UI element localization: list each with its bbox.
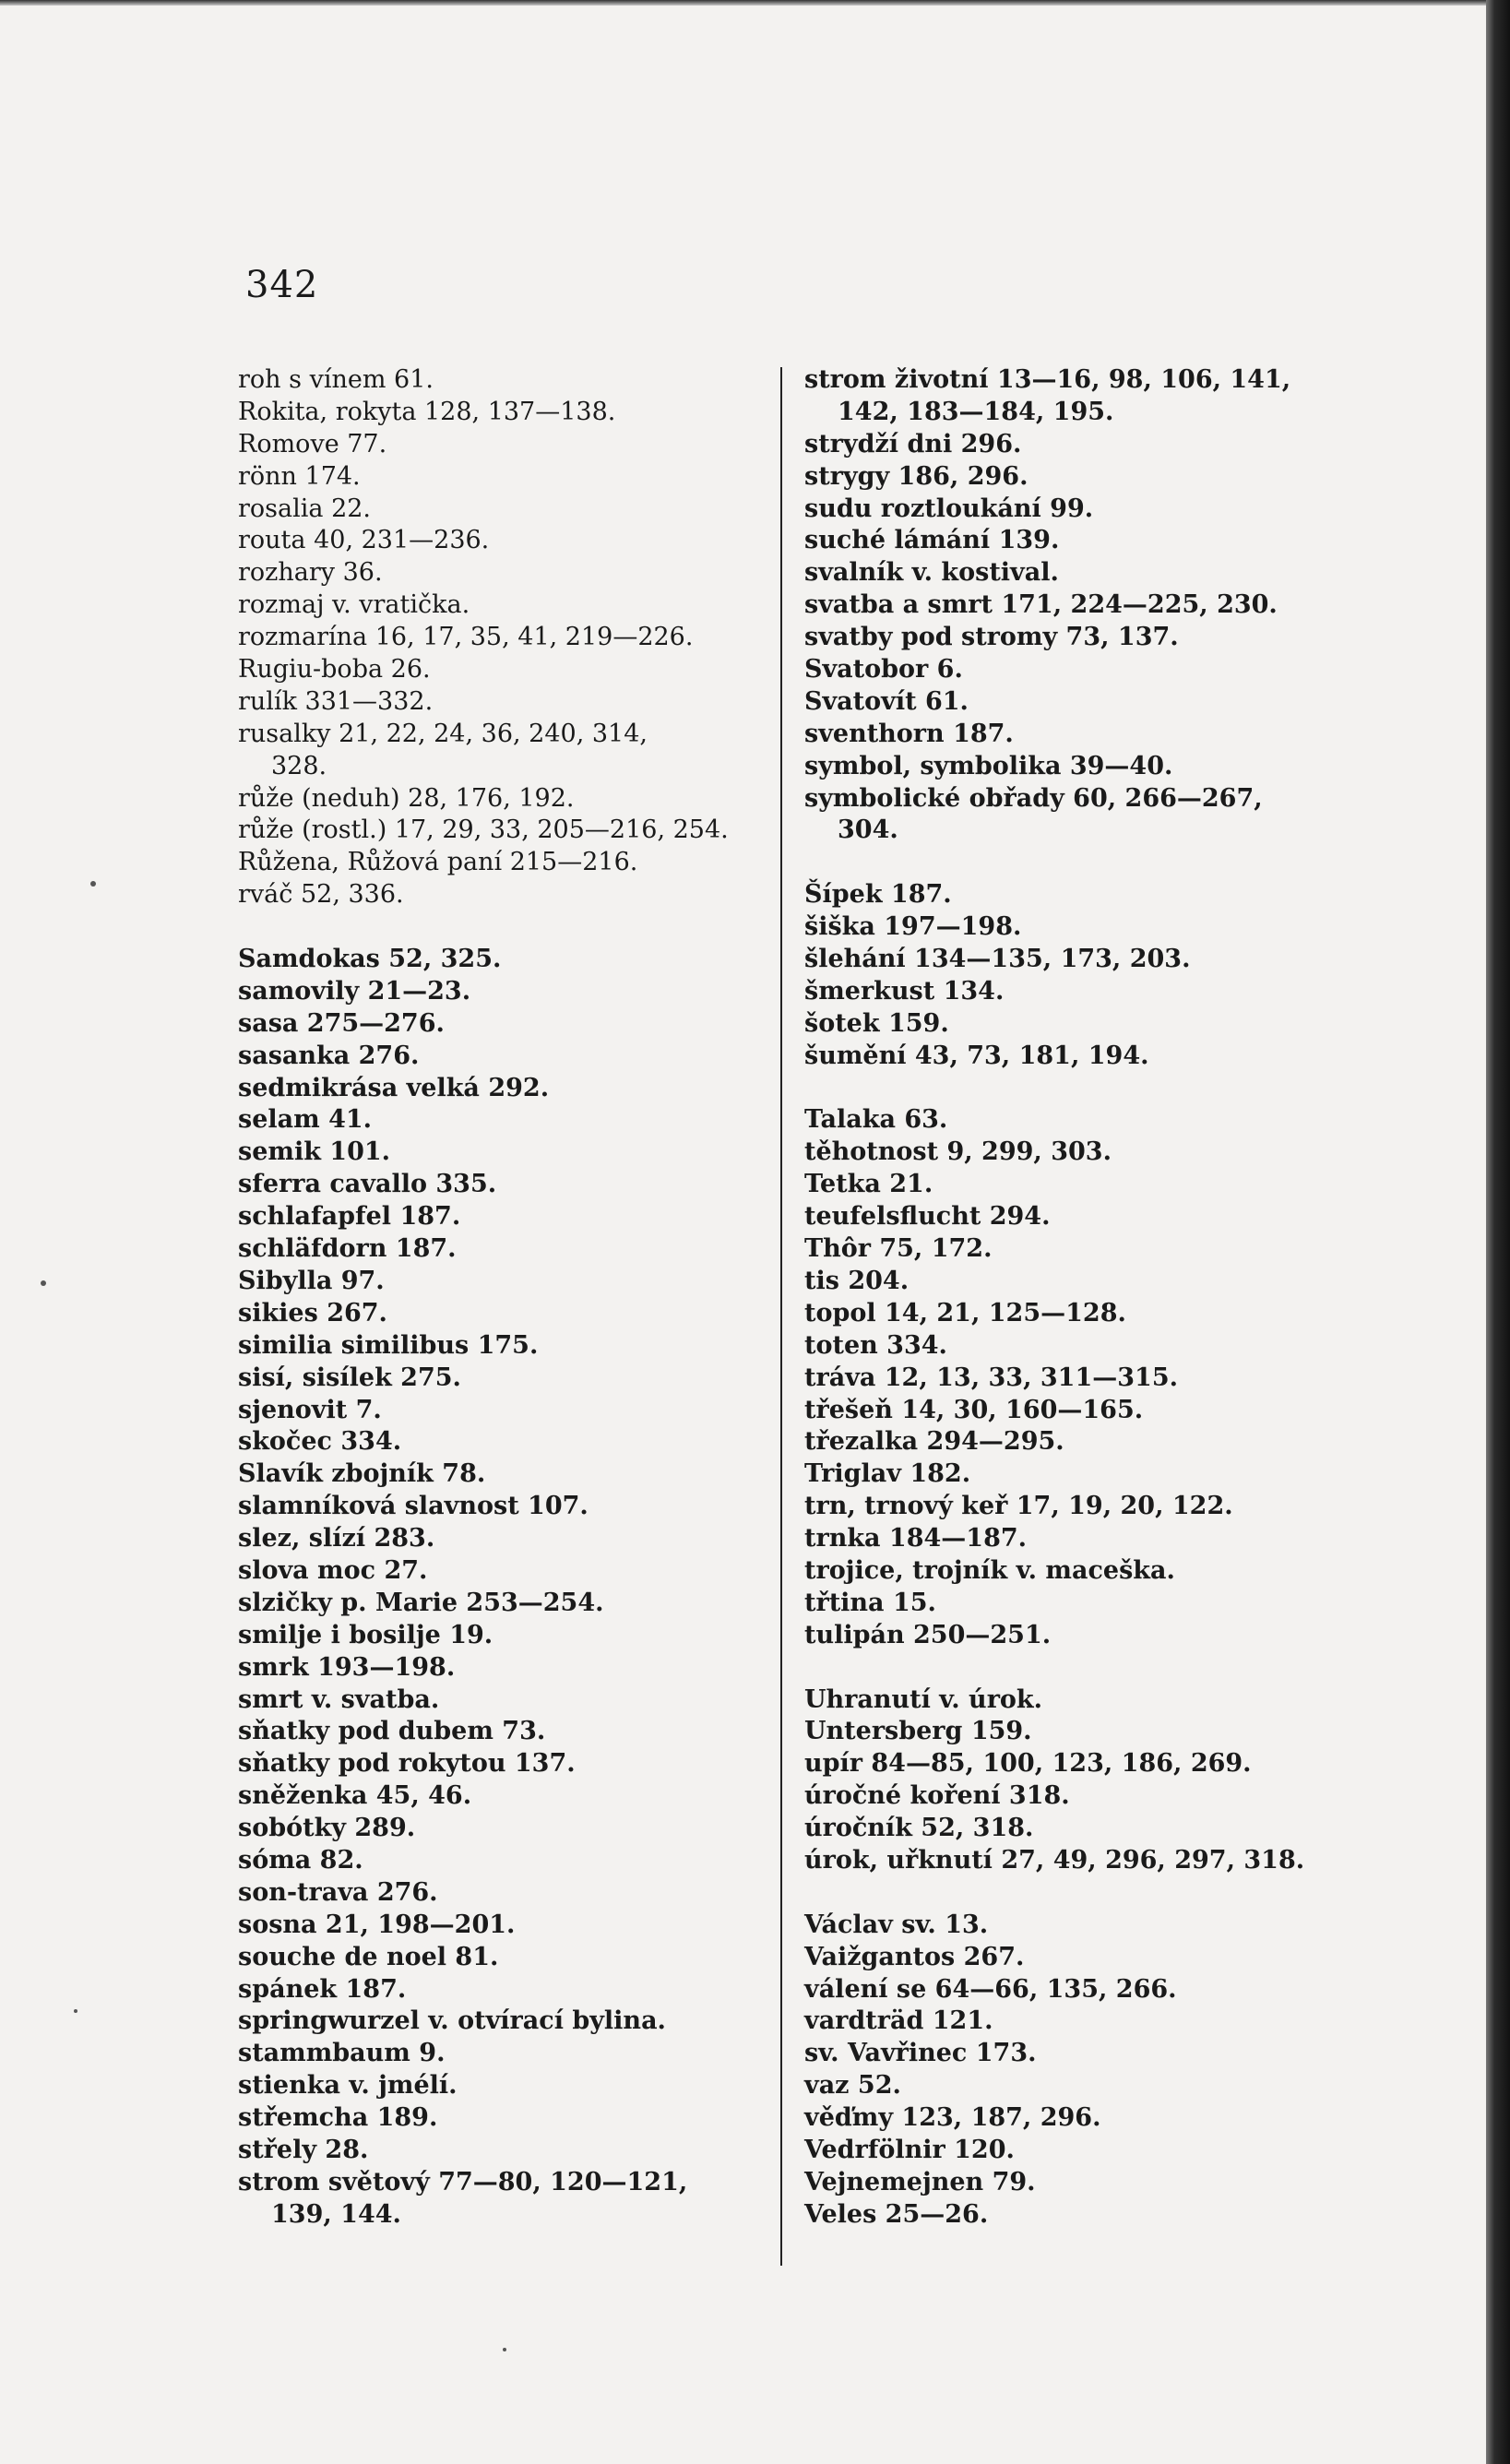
index-entry: těhotnost 9, 299, 303. (804, 1137, 1112, 1167)
index-entry: sv. Vavřinec 173. (804, 2039, 1037, 2068)
index-entry: sňatky pod dubem 73. (238, 1717, 546, 1746)
index-entry: rusalky 21, 22, 24, 36, 240, 314, (238, 719, 648, 748)
index-entry: sosna 21, 198—201. (238, 1910, 516, 1939)
section-gap (238, 911, 768, 944)
index-entry: Vaižgantos 267. (804, 1942, 1025, 1971)
index-entry: rváč 52, 336. (238, 880, 404, 910)
index-entry: rulík 331—332. (238, 686, 434, 716)
section-gap (804, 847, 1358, 879)
index-entry: šmerkust 134. (804, 976, 1005, 1006)
index-entry: úrok, uřknutí 27, 49, 296, 297, 318. (804, 1845, 1305, 1875)
index-entry: svatba a smrt 171, 224—225, 230. (804, 590, 1278, 620)
index-entry: Talaka 63. (804, 1105, 948, 1135)
index-entry: suché lámání 139. (804, 526, 1060, 555)
index-entry: schlafapfel 187. (238, 1202, 461, 1232)
page-speck (90, 881, 96, 887)
index-entry: vaz 52. (804, 2071, 901, 2101)
index-entry: Untersberg 159. (804, 1717, 1032, 1746)
index-entry: slez, slízí 283. (238, 1524, 435, 1553)
index-entry: smrk 193—198. (238, 1652, 456, 1682)
index-entry-continuation: 304. (838, 815, 898, 845)
index-entry: sněženka 45, 46. (238, 1781, 472, 1811)
index-entry: rozmaj v. vratička. (238, 590, 470, 620)
index-entry: smilje i bosilje 19. (238, 1620, 493, 1649)
index-entry: souche de noel 81. (238, 1942, 499, 1971)
index-entry: Svatobor 6. (804, 655, 963, 684)
index-entry: růže (rostl.) 17, 29, 33, 205—216, 254. (238, 815, 729, 845)
index-entry: Václav sv. 13. (804, 1910, 989, 1939)
section-gap (804, 1073, 1358, 1105)
index-entry: trnka 184—187. (804, 1524, 1028, 1553)
index-entry: toten 334. (804, 1330, 947, 1360)
index-entry: sasanka 276. (238, 1041, 420, 1070)
index-entry: Uhranutí v. úrok. (804, 1684, 1043, 1714)
index-entry: tráva 12, 13, 33, 311—315. (804, 1363, 1179, 1392)
index-entry: věďmy 123, 187, 296. (804, 2103, 1101, 2133)
index-entry: stienka v. jmélí. (238, 2071, 458, 2101)
page-number: 342 (245, 264, 319, 306)
index-entry: šiška 197—198. (804, 912, 1022, 942)
index-entry: sobótky 289. (238, 1814, 416, 1843)
index-entry: Rokita, rokyta 128, 137—138. (238, 397, 616, 426)
index-entry: symbolické obřady 60, 266—267, (804, 783, 1263, 813)
index-entry: trn, trnový keř 17, 19, 20, 122. (804, 1492, 1233, 1521)
index-entry: sňatky pod rokytou 137. (238, 1749, 576, 1779)
index-entry: Veles 25—26. (804, 2199, 989, 2229)
index-entry: šlehání 134—135, 173, 203. (804, 945, 1191, 974)
index-entry: sferra cavallo 335. (238, 1170, 497, 1199)
index-entry: strygy 186, 296. (804, 461, 1028, 491)
index-entry: Šípek 187. (804, 880, 952, 910)
index-entry-continuation: 142, 183—184, 195. (838, 397, 1114, 426)
index-entry: rozmarína 16, 17, 35, 41, 219—226. (238, 623, 694, 652)
index-entry: Sibylla 97. (238, 1266, 385, 1295)
index-entry: sudu roztloukání 99. (804, 494, 1094, 523)
index-entry: střely 28. (238, 2135, 369, 2164)
index-entry: třtina 15. (804, 1588, 936, 1617)
index-entry: úročné koření 318. (804, 1781, 1070, 1811)
index-entry: Vedrfölnir 120. (804, 2135, 1015, 2164)
index-entry: rosalia 22. (238, 494, 372, 523)
index-entry: Růžena, Růžová paní 215—216. (238, 848, 638, 877)
index-entry: Triglav 182. (804, 1459, 971, 1489)
index-entry: růže (neduh) 28, 176, 192. (238, 783, 575, 813)
index-entry: Rugiu-boba 26. (238, 655, 431, 684)
index-entry: spánek 187. (238, 1974, 407, 2004)
page-top-edge (0, 0, 1510, 6)
column-divider (780, 367, 782, 2266)
index-entry: třezalka 294—295. (804, 1427, 1064, 1457)
index-entry: Tetka 21. (804, 1170, 933, 1199)
index-entry: slzičky p. Marie 253—254. (238, 1588, 604, 1617)
index-entry: Vejnemejnen 79. (804, 2167, 1036, 2196)
index-entry: smrt v. svatba. (238, 1684, 440, 1714)
index-entry: Samdokas 52, 325. (238, 945, 502, 974)
index-entry: roh s vínem 61. (238, 365, 434, 394)
index-entry: semik 101. (238, 1137, 391, 1167)
index-entry: samovily 21—23. (238, 976, 471, 1006)
index-column-left (238, 364, 768, 2232)
index-entry: strom světový 77—80, 120—121, (238, 2167, 688, 2196)
index-entry: svatby pod stromy 73, 137. (804, 623, 1179, 652)
index-entry: similia similibus 175. (238, 1330, 539, 1360)
section-gap (804, 1877, 1358, 1910)
index-entry: sisí, sisílek 275. (238, 1363, 461, 1392)
index-entry: sventhorn 187. (804, 719, 1014, 748)
index-entry: šotek 159. (804, 1008, 949, 1038)
index-entry: střemcha 189. (238, 2103, 438, 2133)
page-speck (74, 2009, 77, 2013)
index-column-right (804, 364, 1358, 2232)
index-entry-continuation: 328. (271, 751, 327, 780)
index-entry: sóma 82. (238, 1845, 363, 1875)
index-entry: tulipán 250—251. (804, 1620, 1052, 1649)
index-entry-continuation: 139, 144. (271, 2199, 401, 2229)
index-entry: šumění 43, 73, 181, 194. (804, 1041, 1149, 1070)
index-entry: trojice, trojník v. maceška. (804, 1555, 1175, 1585)
index-entry: Thôr 75, 172. (804, 1234, 993, 1264)
index-entry: topol 14, 21, 125—128. (804, 1298, 1126, 1327)
page-speck (41, 1280, 46, 1286)
index-entry: Slavík zbojník 78. (238, 1459, 486, 1489)
index-entry: sikies 267. (238, 1298, 387, 1327)
index-entry: rönn 174. (238, 461, 361, 491)
index-entry: válení se 64—66, 135, 266. (804, 1974, 1177, 2004)
index-entry: teufelsflucht 294. (804, 1202, 1051, 1232)
index-entry: schläfdorn 187. (238, 1234, 457, 1264)
index-entry: slova moc 27. (238, 1555, 428, 1585)
index-entry: svalník v. kostival. (804, 558, 1059, 588)
page-speck (503, 2348, 506, 2351)
index-entry: symbol, symbolika 39—40. (804, 751, 1173, 780)
index-entry: selam 41. (238, 1105, 373, 1135)
page-right-edge (1486, 0, 1510, 2464)
index-entry: upír 84—85, 100, 123, 186, 269. (804, 1749, 1252, 1779)
index-entry: springwurzel v. otvírací bylina. (238, 2006, 666, 2036)
index-entry: rozhary 36. (238, 558, 383, 588)
index-entry: vardträd 121. (804, 2006, 993, 2036)
index-entry: třešeň 14, 30, 160—165. (804, 1395, 1144, 1424)
index-entry: Romove 77. (238, 429, 387, 458)
index-entry: strydží dni 296. (804, 429, 1022, 458)
index-entry: skočec 334. (238, 1427, 402, 1457)
index-entry: stammbaum 9. (238, 2039, 446, 2068)
index-entry: strom životní 13—16, 98, 106, 141, (804, 365, 1291, 394)
index-entry: sedmikrása velká 292. (238, 1073, 550, 1102)
index-entry: slamníková slavnost 107. (238, 1492, 589, 1521)
index-entry: tis 204. (804, 1266, 910, 1295)
index-entry: routa 40, 231—236. (238, 526, 490, 555)
section-gap (804, 1652, 1358, 1684)
index-entry: úročník 52, 318. (804, 1814, 1034, 1843)
index-entry: sasa 275—276. (238, 1008, 445, 1038)
index-entry: Svatovít 61. (804, 686, 969, 716)
index-entry: sjenovit 7. (238, 1395, 382, 1424)
index-entry: son-trava 276. (238, 1877, 438, 1907)
